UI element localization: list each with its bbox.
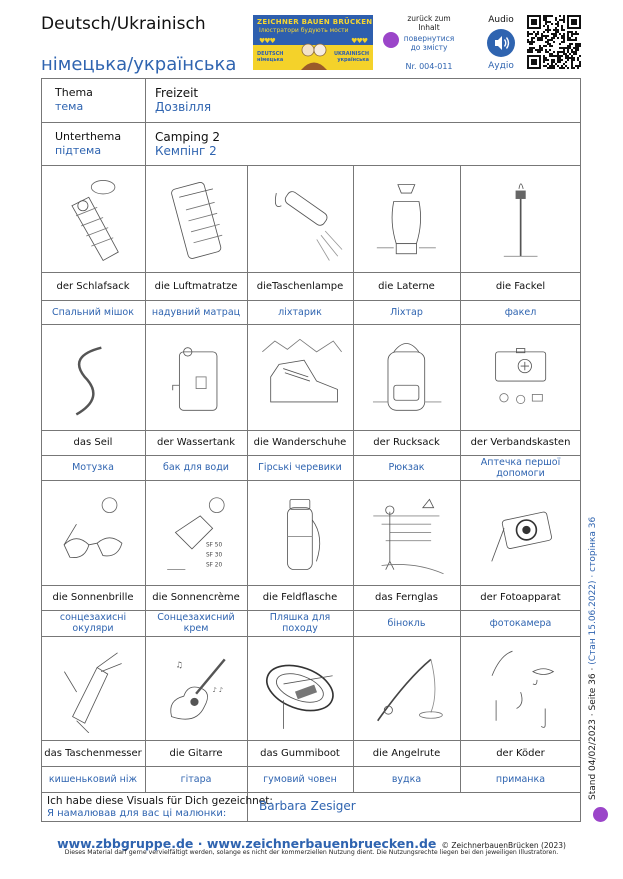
table-divider: [145, 165, 146, 792]
usage-note: Dieses Material darf gerne vervielfältigt werden, solange es nicht der kommerziellen Nutzung dient. Die Nutzungsrechte liegen bei den jeweiligen Illustratoren.: [64, 849, 559, 856]
speaker-icon: [487, 29, 515, 57]
illustrators-faces-icon: [299, 35, 329, 70]
logo-line-1: ZEICHNER BAUEN BRÜCKEN: [257, 18, 373, 26]
logo-left-de: DEUTSCH: [257, 51, 284, 57]
audio-label-uk: Аудіо: [488, 61, 514, 71]
word-ukrainian: бак для води: [163, 462, 229, 473]
credit-label-de: Ich habe diese Visuals für Dich gezeichnet:: [47, 795, 273, 807]
word-ukrainian: надувний матрац: [151, 306, 241, 318]
word-ukrainian: фотокамера: [489, 617, 552, 629]
word-ukrainian: Сонцезахисний крем: [157, 612, 235, 634]
rubber-boat-icon: [249, 638, 351, 738]
word-ukrainian: гітара: [180, 773, 212, 785]
table-divider: [247, 165, 248, 792]
link-zeichnerbauenbruecken[interactable]: www.zeichnerbauenbruecken.de: [206, 836, 437, 851]
word-ukrainian: гумовий човен: [263, 773, 337, 785]
word-german: die Feldflasche: [262, 592, 338, 603]
word-ukrainian: приманка: [495, 773, 546, 785]
word-german: der Wassertank: [156, 437, 236, 448]
logo-right-uk: українська: [337, 57, 369, 63]
unterthema-label: [55, 130, 121, 158]
document-number: Nr. 004-011: [405, 62, 453, 71]
side-stand-text: [588, 517, 598, 800]
first-aid-kit-icon: [462, 326, 579, 428]
word-german: das Fernglas: [375, 592, 438, 603]
word-german: der Köder: [496, 747, 545, 759]
svg-text:♪ ♪: ♪ ♪: [212, 686, 223, 695]
illustrator-name: Barbara Zesiger: [259, 799, 356, 813]
word-german: das Gummiboot: [260, 747, 340, 759]
sunglasses-icon: [43, 482, 143, 583]
side-nav-dot[interactable]: [593, 807, 608, 822]
hearts-icon: ♥♥♥: [351, 37, 367, 45]
title-ukrainian: німецька/українська: [41, 54, 237, 75]
table-divider: [41, 480, 581, 481]
svg-text:SF 50: SF 50: [205, 542, 223, 549]
svg-text:SF 30: SF 30: [205, 552, 223, 559]
table-divider: [41, 636, 581, 637]
rope-icon: [43, 326, 143, 428]
guitar-icon: [147, 638, 245, 738]
svg-text:♫: ♫: [175, 659, 183, 670]
bait-icon: [462, 638, 579, 738]
word-ukrainian: Ліхтар: [390, 306, 423, 318]
thema-value-uk: Дозвілля: [155, 100, 212, 114]
thema-label: [55, 86, 93, 114]
audio-label: Audio: [488, 15, 514, 25]
backpack-icon: [355, 326, 458, 428]
word-german: der Verbandskasten: [470, 437, 571, 448]
word-ukrainian: вудка: [391, 773, 422, 785]
table-divider: [41, 792, 581, 793]
torch-icon: [462, 167, 579, 270]
word-german: die Sonnenbrille: [52, 592, 134, 603]
table-divider: [460, 165, 461, 792]
svg-text:SF 20: SF 20: [205, 562, 223, 569]
air-mattress-icon: [147, 167, 245, 270]
word-ukrainian: Спальний мішок: [52, 306, 134, 318]
word-ukrainian: сонцезахисні окуляри: [59, 612, 127, 634]
water-bottle-icon: [249, 482, 351, 583]
credit-label-uk: Я намалював для вас ці малюнки:: [47, 808, 227, 819]
word-ukrainian: Гірські черевики: [258, 462, 342, 473]
word-german: die Fackel: [495, 280, 546, 292]
sleeping-bag-icon: [43, 167, 143, 270]
word-german: die Luftmatratze: [154, 280, 238, 292]
thema-value-de: Freizeit: [155, 86, 199, 100]
logo-left-uk: німецька: [257, 57, 284, 63]
word-german: die Wanderschuhe: [253, 437, 347, 448]
word-ukrainian: бінокль: [387, 617, 426, 629]
logo-line-2: Ілюстратори будують мости: [259, 27, 349, 34]
qr-code[interactable]: [527, 15, 581, 69]
word-german: die Laterne: [378, 280, 435, 292]
thema-value: [155, 86, 211, 114]
word-german: dieTaschenlampe: [256, 280, 344, 292]
hiking-boot-icon: [249, 326, 351, 428]
unterthema-label-uk: підтема: [55, 144, 102, 157]
sunscreen-icon: [147, 482, 245, 583]
word-german: der Fotoapparat: [480, 592, 561, 603]
thema-label-de: Thema: [55, 86, 93, 99]
link-zbbgruppe[interactable]: www.zbbgruppe.de: [57, 836, 194, 851]
table-divider: [41, 122, 581, 123]
thema-label-uk: тема: [55, 100, 84, 113]
audio-button[interactable]: [487, 29, 515, 57]
word-ukrainian: факел: [504, 306, 537, 318]
table-divider: [353, 165, 354, 792]
word-german: die Sonnencrème: [152, 592, 240, 603]
side-text-uk: (Стан 15.06.2022) · сторінка 36: [588, 516, 598, 665]
copyright: © ZeichnerbauenBrücken (2023): [441, 841, 566, 850]
water-tank-icon: [147, 326, 245, 428]
title-german: Deutsch/Ukrainisch: [41, 14, 206, 34]
table-divider: [41, 165, 581, 166]
unterthema-label-de: Unterthema: [55, 130, 122, 143]
word-ukrainian: ліхтарик: [278, 306, 322, 318]
unterthema-value-de: Camping 2: [155, 130, 221, 144]
unterthema-value: [155, 130, 220, 158]
pocket-knife-icon: [43, 638, 143, 738]
word-german: die Angelrute: [372, 747, 441, 759]
word-german: das Taschenmesser: [44, 747, 142, 759]
word-ukrainian: Мотузка: [72, 462, 114, 473]
camera-icon: [462, 482, 579, 583]
lantern-icon: [355, 167, 458, 270]
table-divider: [145, 78, 146, 165]
logo-right-de: UKRAINISCH: [333, 51, 369, 57]
word-german: der Rucksack: [373, 437, 440, 448]
zeichner-bauen-bruecken-logo: [253, 15, 373, 70]
word-german: das Seil: [73, 437, 113, 448]
unterthema-value-uk: Кемпінг 2: [155, 144, 217, 158]
binoculars-icon: [355, 482, 458, 583]
word-ukrainian: кишеньковий ніж: [48, 773, 138, 785]
link-separator: ·: [193, 836, 207, 851]
hearts-icon: ♥♥♥: [259, 37, 275, 45]
fishing-rod-icon: [355, 638, 458, 738]
back-to-contents-de[interactable]: zurück zum Inhalt: [407, 14, 451, 32]
word-ukrainian: Пляшка для походу: [269, 612, 331, 634]
back-to-contents-button[interactable]: [383, 32, 399, 48]
word-german: der Schlafsack: [56, 280, 130, 292]
word-german: die Gitarre: [169, 747, 223, 759]
back-to-contents-uk[interactable]: повернутися до змісту: [403, 34, 455, 52]
side-text-de: Stand 04/02/2023 · Seite 36 ·: [588, 664, 598, 800]
table-divider: [41, 324, 581, 325]
word-ukrainian: Аптечка першої допомоги: [480, 456, 561, 479]
word-ukrainian: Рюкзак: [388, 462, 425, 473]
flashlight-icon: [249, 167, 351, 270]
